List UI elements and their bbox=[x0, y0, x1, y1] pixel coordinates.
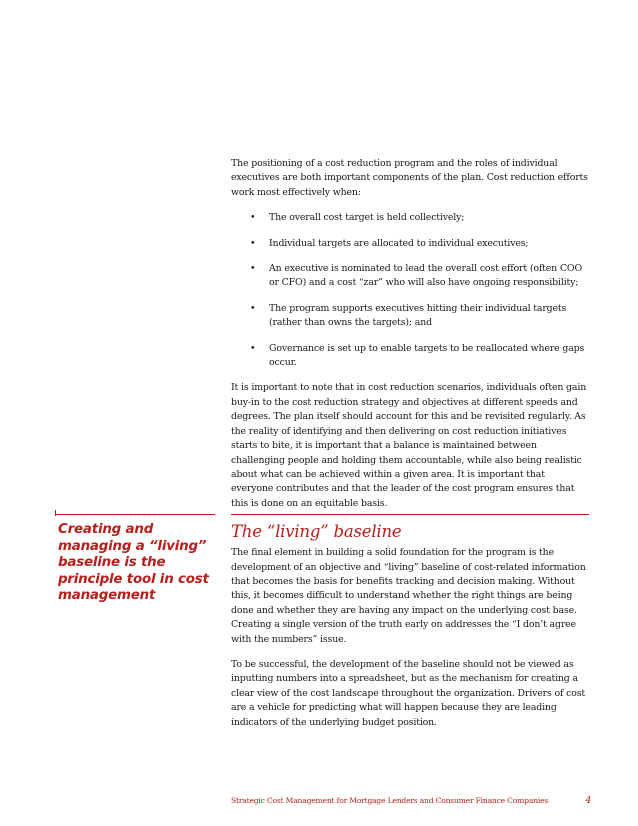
footer-doc-title: Strategic Cost Management for Mortgage Lenders and Consumer Finance Companies bbox=[231, 796, 549, 805]
list-item: • The overall cost target is held collectively; bbox=[231, 211, 589, 225]
sidebar-divider-tick bbox=[55, 510, 56, 516]
bullet-icon: • bbox=[250, 212, 256, 224]
list-item: • Governance is set up to enable targets to be reallocated where gaps occur. bbox=[250, 342, 585, 369]
bullet-icon: • bbox=[250, 302, 256, 314]
paragraph-buy-in: It is important to note that in cost reduction scenarios, individuals often gain buy-in to the cost reduction strategy and objectives at different speeds and degrees. The plan itself should account for this and be revisited regularly. As the reality of identifying and then delivering on cost reduction initiatives starts to bite, it is important that a balance is maintained between challenging people and holding them accountable, while also being realistic about what can be achieved within a given area. It is important that everyone contributes and that the leader of the cost program ensures that this is done on an equitable basis. bbox=[231, 382, 587, 509]
list-item: • Individual targets are allocated to individual executives; bbox=[231, 237, 589, 251]
pull-quote: Creating and managing a “living” baseline is the principle tool in cost management bbox=[58, 522, 209, 604]
bullet-icon: • bbox=[250, 263, 256, 275]
sidebar-divider bbox=[55, 514, 215, 515]
bullet-icon: • bbox=[250, 342, 256, 354]
page-footer bbox=[231, 796, 591, 806]
list-item: • The program supports executives hitting their individual targets (rather than owns the targets); and bbox=[250, 302, 567, 329]
list-item: • An executive is nominated to lead the overall cost effort (often COO or CFO) and a cost “zar” who will also have ongoing responsibility; bbox=[250, 263, 582, 289]
section-heading: The “living” baseline bbox=[231, 522, 402, 542]
section-divider bbox=[231, 514, 589, 515]
bullet-list bbox=[231, 211, 589, 370]
main-content bbox=[231, 157, 589, 741]
intro-paragraph: The positioning of a cost reduction program and the roles of individual executives are both important components of the plan. Cost reduction efforts work most effectively when: bbox=[231, 158, 588, 198]
page-number: 4 bbox=[585, 796, 591, 806]
paragraph-baseline-success: To be successful, the development of the baseline should not be viewed as inputting numbers into a spreadsheet, but as the mechanism for creating a clear view of the cost landscape throughout the organization. Drivers of cost are a vehicle for predicting what will happen because they are leading indicators of the underlying budget position. bbox=[231, 658, 585, 728]
bullet-icon: • bbox=[250, 237, 256, 249]
paragraph-baseline-intro: The final element in building a solid foundation for the program is the development of an objective and “living” baseline of cost-related information that becomes the basis for benefits tracking and decision making. Without this, it becomes difficult to understand whether the right things are being done and whether they are having any impact on the underlying cost base. Creating a single version of the truth early on addresses the “I don’t agree with the numbers” issue. bbox=[231, 547, 586, 645]
